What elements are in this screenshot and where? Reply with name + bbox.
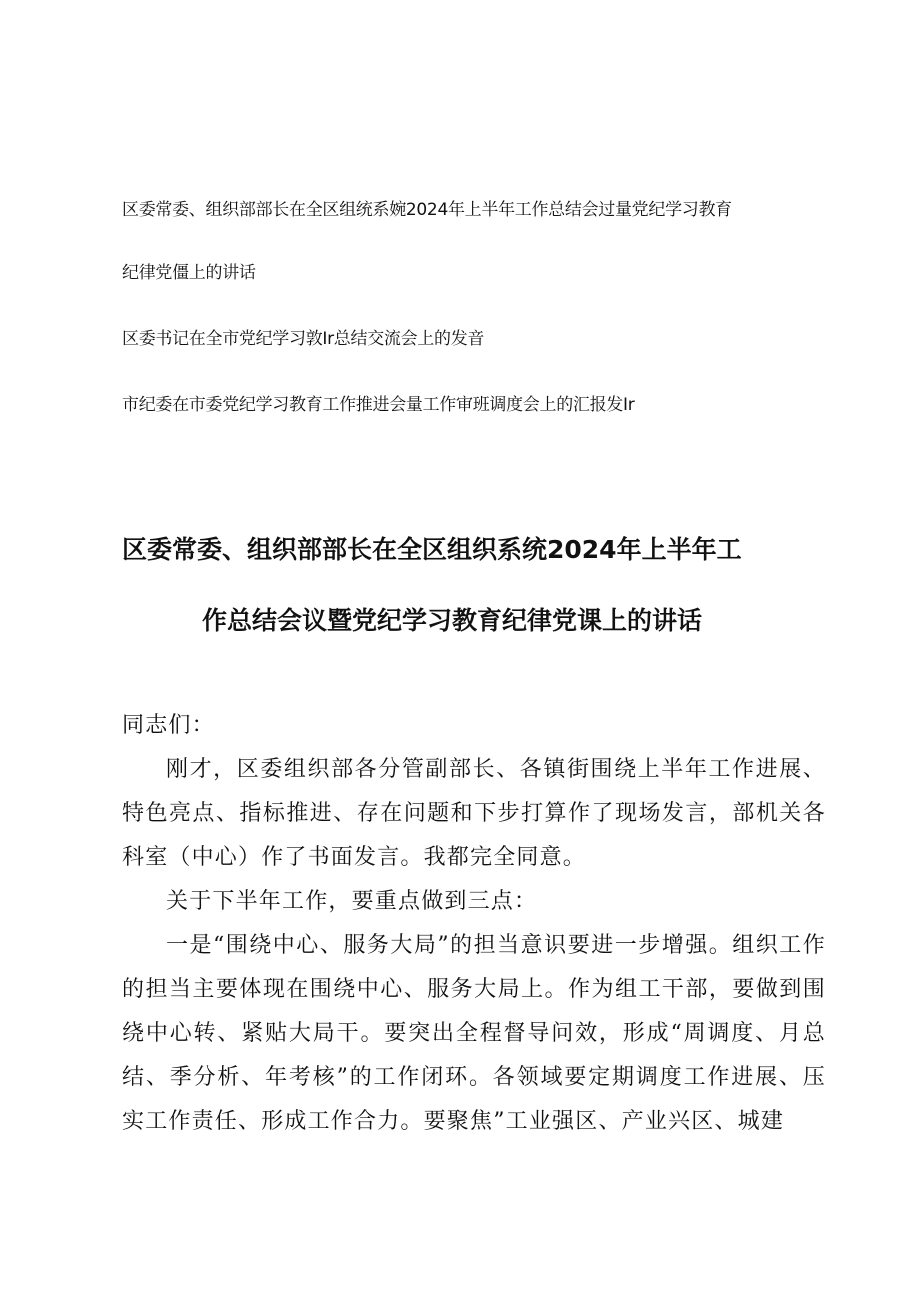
toc-item-2: 纪律党僵上的讲话 bbox=[122, 263, 256, 283]
toc-item-3: 区委书记在全市党纪学习敦Ir总结交流会上的发音 bbox=[122, 329, 485, 349]
document-title-line-1: 区委常委、组织部部长在全区组织系统2024年上半年工 bbox=[122, 535, 742, 564]
toc-item-4: 市纪委在市委党纪学习教育工作推进会量工作审班调度会上的汇报发Ir bbox=[122, 395, 635, 415]
body-paragraph-3: 一是“围绕中心、服务大局”的担当意识要进一步增强。组织工作的担当主要体现在围绕中心、服务大局上。作为组工干部，要做到围绕中心转、紧贴大局干。要突出全程督导问效，形成“周调度、月总结、季分析、年考核”的工作闭环。各领域要定期调度工作进展、压实工作责任、形成工作合力。要聚焦”工业强区、产业兴区、城建 bbox=[122, 933, 826, 1134]
toc-item-1: 区委常委、组织部部长在全区组统系婉2024年上半年工作总结会过量党纪学习教育 bbox=[122, 200, 732, 220]
body-paragraph-1: 刚才，区委组织部各分管副部长、各镇街围绕上半年工作进展、特色亮点、指标推进、存在问题和下步打算作了现场发言，部机关各科室（中心）作了书面发言。我都完全同意。 bbox=[122, 757, 826, 870]
document-title-line-2: 作总结会议暨党纪学习教育纪律党课上的讲话 bbox=[202, 606, 703, 635]
salutation: 同志们： bbox=[122, 713, 215, 738]
body-paragraph-2: 关于下半年工作，要重点做到三点： bbox=[166, 889, 538, 914]
